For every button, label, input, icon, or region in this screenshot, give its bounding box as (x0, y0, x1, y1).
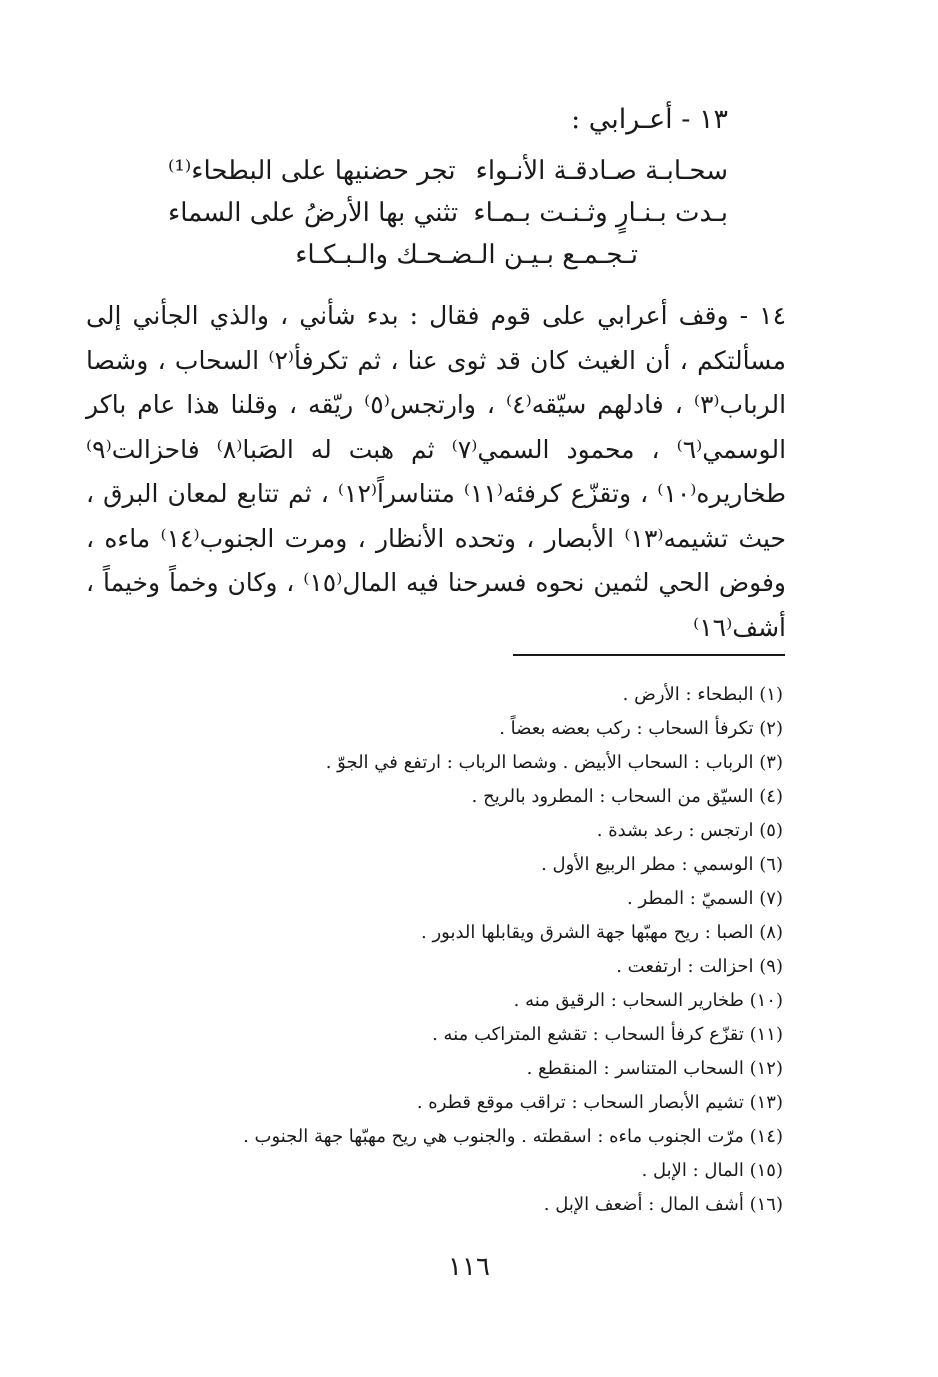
body-paragraph: ١٤ - وقف أعرابي على قوم فقال : بدء شأني ، والذي الجأني إلى مسألتكم ، أن الغيث كان قد ثوى عنا ، ثم تكرفأ⁽٢⁾ السحاب ، وشصا الرباب⁽٣⁾ ، فادلهم سيّقه⁽٤⁾ ، وارتجس⁽٥⁾ ريّقه ، وقلنا هذا عام باكر الوسمي⁽٦⁾ ، محمود السمي⁽٧⁾ ثم هبت له الصَبا⁽٨⁾ فاحزالت⁽٩⁾ طخاريره⁽١٠⁾ ، وتقزّع كرفئه⁽١١⁾ متناسراً⁽١٢⁾ ، ثم تتابع لمعان البرق ، حيث تشيمه⁽١٣⁾ الأبصار ، وتحده الأنظار ، ومرت الجنوب⁽١٤⁾ ماءه ، وفوض الحي لثمين نحوه فسرحنا فيه المال⁽١٥⁾ ، وكان وخماً وخيماً ، أشف⁽١٦⁾ (86, 301, 787, 642)
footnote-separator (513, 654, 785, 656)
footnote-item: (١٥) المال : الإبل . (641, 1160, 783, 1181)
verse-hemistich: بـدت بـنـارٍ وثـنـت بـمـاء (473, 198, 728, 228)
footnote-item: (٧) السميّ : المطر . (627, 888, 783, 909)
footnote-item: (٦) الوسمي : مطر الربيع الأول . (541, 854, 783, 875)
footnote-item: (٥) ارتجس : رعد بشدة . (596, 820, 783, 841)
footnote-item: (١٣) تشيم الأبصار السحاب : تراقب موقع قطره . (416, 1092, 783, 1113)
verse-line (168, 240, 728, 280)
footnote-item: (١٠) طخارير السحاب : الرقيق منه . (513, 990, 783, 1011)
footnote-item: (١١) تقزّع كرفأ السحاب : تقشع المتراكب منه . (432, 1024, 783, 1045)
footnote-item: (٩) احزالت : ارتفعت . (616, 956, 783, 977)
page-number: ١١٦ (448, 1252, 490, 1282)
section-heading: ١٣ - أعـرابي : (571, 104, 728, 135)
verse-hemistich: تجر حضنيها على البطحاء⁽¹⁾ (168, 156, 456, 186)
footnote-item: (٨) الصبا : ريح مهبّها جهة الشرق ويقابلها الدبور . (421, 922, 783, 943)
verse-hemistich: تـجـمـع بـيـن الـضـحـك والـبـكـاء (295, 240, 638, 270)
verse-line (168, 156, 728, 196)
footnote-item: (٣) الرباب : السحاب الأبيض . وشصا الرباب : ارتفع في الجوّ . (325, 752, 783, 773)
footnote-item: (١٤) مرّت الجنوب ماءه : اسقطته . والجنوب هي ريح مهبّها جهة الجنوب . (243, 1126, 783, 1147)
footnote-item: (٢) تكرفأ السحاب : ركب بعضه بعضاً . (499, 718, 783, 739)
verse-hemistich: سحـابـة صـادقـة الأنـواء (475, 156, 728, 186)
footnotes-list (143, 678, 783, 1222)
footnote-item: (٤) السيّق من السحاب : المطرود بالريح . (471, 786, 783, 807)
footnote-item: (١٢) السحاب المتناسر : المنقطع . (526, 1058, 783, 1079)
footnote-item: (١٦) أشف المال : أضعف الإبل . (543, 1194, 783, 1215)
verse-hemistich: تثني بها الأرضُ على السماء (168, 198, 459, 228)
verse-line (168, 198, 728, 238)
footnote-item: (١) البطحاء : الأرض . (622, 684, 783, 705)
